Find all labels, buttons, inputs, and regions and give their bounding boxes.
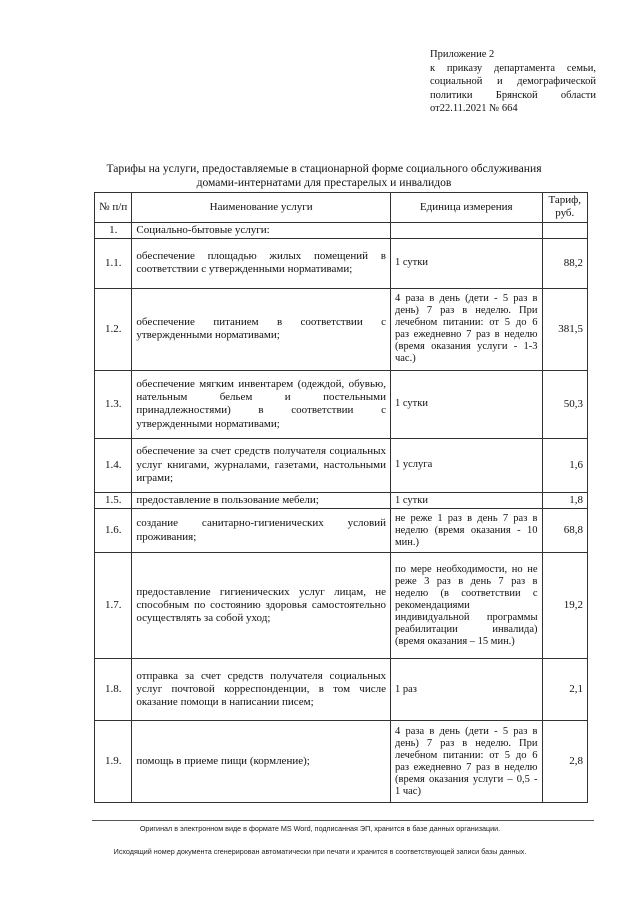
row-name: помощь в приеме пищи (кормление); bbox=[132, 721, 391, 803]
row-name: обеспечение за счет средств получателя социальных услуг книгами, журналами, газетами, настольными играми; bbox=[132, 438, 391, 492]
row-num: 1.2. bbox=[95, 288, 132, 370]
row-unit: 1 сутки bbox=[390, 370, 542, 438]
table-row bbox=[95, 553, 588, 659]
row-num: 1.1. bbox=[95, 238, 132, 288]
row-num: 1.9. bbox=[95, 721, 132, 803]
table-row bbox=[95, 721, 588, 803]
row-num: 1.3. bbox=[95, 370, 132, 438]
row-name: отправка за счет средств получателя социальных услуг почтовой корреспонденции, в том числе оказание помощи в написании писем; bbox=[132, 659, 391, 721]
document-title: Тарифы на услуги, предоставляемые в стационарной форме социального обслуживания домами-интернатами для престарелых и инвалидов bbox=[106, 162, 542, 189]
row-price: 381,5 bbox=[542, 288, 587, 370]
appendix-line: политики Брянской области bbox=[430, 89, 596, 101]
row-unit: 1 сутки bbox=[390, 238, 542, 288]
section-unit bbox=[390, 222, 542, 238]
row-name: создание санитарно-гигиенических условий проживания; bbox=[132, 509, 391, 553]
header-name: Наименование услуги bbox=[132, 193, 391, 223]
section-price bbox=[542, 222, 587, 238]
appendix-line: от22.11.2021 № 664 bbox=[430, 103, 518, 115]
table-row bbox=[95, 492, 588, 508]
row-unit: 1 услуга bbox=[390, 438, 542, 492]
table-row bbox=[95, 288, 588, 370]
row-price: 68,8 bbox=[542, 509, 587, 553]
section-num: 1. bbox=[95, 222, 132, 238]
header-price: Тариф, руб. bbox=[542, 193, 587, 223]
appendix-line: Приложение 2 bbox=[430, 49, 495, 60]
appendix-block bbox=[430, 48, 596, 116]
row-unit: 1 сутки bbox=[390, 492, 542, 508]
table-row bbox=[95, 659, 588, 721]
row-price: 2,8 bbox=[542, 721, 587, 803]
section-row bbox=[95, 222, 588, 238]
row-price: 1,8 bbox=[542, 492, 587, 508]
row-price: 19,2 bbox=[542, 553, 587, 659]
row-price: 50,3 bbox=[542, 370, 587, 438]
section-name: Социально-бытовые услуги: bbox=[132, 222, 391, 238]
row-name: предоставление в пользование мебели; bbox=[132, 492, 391, 508]
table-header-row bbox=[95, 193, 588, 223]
table-row bbox=[95, 238, 588, 288]
row-price: 2,1 bbox=[542, 659, 587, 721]
header-unit: Единица измерения bbox=[390, 193, 542, 223]
row-name: предоставление гигиенических услуг лицам, не способным по состоянию здоровья самостоятельно осуществлять за собой уход; bbox=[132, 553, 391, 659]
row-num: 1.8. bbox=[95, 659, 132, 721]
appendix-line: социальной и демографической bbox=[430, 76, 596, 88]
row-name: обеспечение питанием в соответствии с утвержденными нормативами; bbox=[132, 288, 391, 370]
table-row bbox=[95, 509, 588, 553]
row-price: 1,6 bbox=[542, 438, 587, 492]
row-num: 1.7. bbox=[95, 553, 132, 659]
row-num: 1.5. bbox=[95, 492, 132, 508]
footer-note-number: Исходящий номер документа сгенерирован автоматически при печати и хранится в соответствующей записи базы данных. bbox=[113, 847, 527, 856]
table-row bbox=[95, 370, 588, 438]
appendix-line: к приказу департамента семьи, bbox=[430, 62, 596, 74]
table-row bbox=[95, 438, 588, 492]
row-num: 1.4. bbox=[95, 438, 132, 492]
row-name: обеспечение мягким инвентарем (одеждой, обувью, нательным бельем и постельными принадлежностями) в соответствии с утвержденными нормативами; bbox=[132, 370, 391, 438]
row-unit: по мере необходимости, но не реже 3 раз в день 7 раз в неделю (в соответствии с рекомендациями индивидуальной программы реабилитации инвалида) (время оказания – 15 мин.) bbox=[390, 553, 542, 659]
row-num: 1.6. bbox=[95, 509, 132, 553]
row-unit: 4 раза в день (дети - 5 раз в день) 7 раз в неделю. При лечебном питании: от 5 до 6 раз ежедневно 7 раз в неделю (время оказания услуги – 0,5 - 1 час) bbox=[390, 721, 542, 803]
header-num: № п/п bbox=[95, 193, 132, 223]
row-price: 88,2 bbox=[542, 238, 587, 288]
footer-note-original: Оригинал в электронном виде в формате MS Word, подписанная ЭП, хранится в базе данных организации. bbox=[139, 824, 501, 833]
row-name: обеспечение площадью жилых помещений в соответствии с утвержденными нормативами; bbox=[132, 238, 391, 288]
row-unit: не реже 1 раз в день 7 раз в неделю (время оказания - 10 мин.) bbox=[390, 509, 542, 553]
row-unit: 4 раза в день (дети - 5 раз в день) 7 раз в неделю. При лечебном питании: от 5 до 6 раз ежедневно 7 раз в неделю (время оказания услуги - 1-3 час.) bbox=[390, 288, 542, 370]
footer-divider bbox=[92, 820, 594, 821]
row-unit: 1 раз bbox=[390, 659, 542, 721]
tariff-table bbox=[94, 192, 588, 803]
